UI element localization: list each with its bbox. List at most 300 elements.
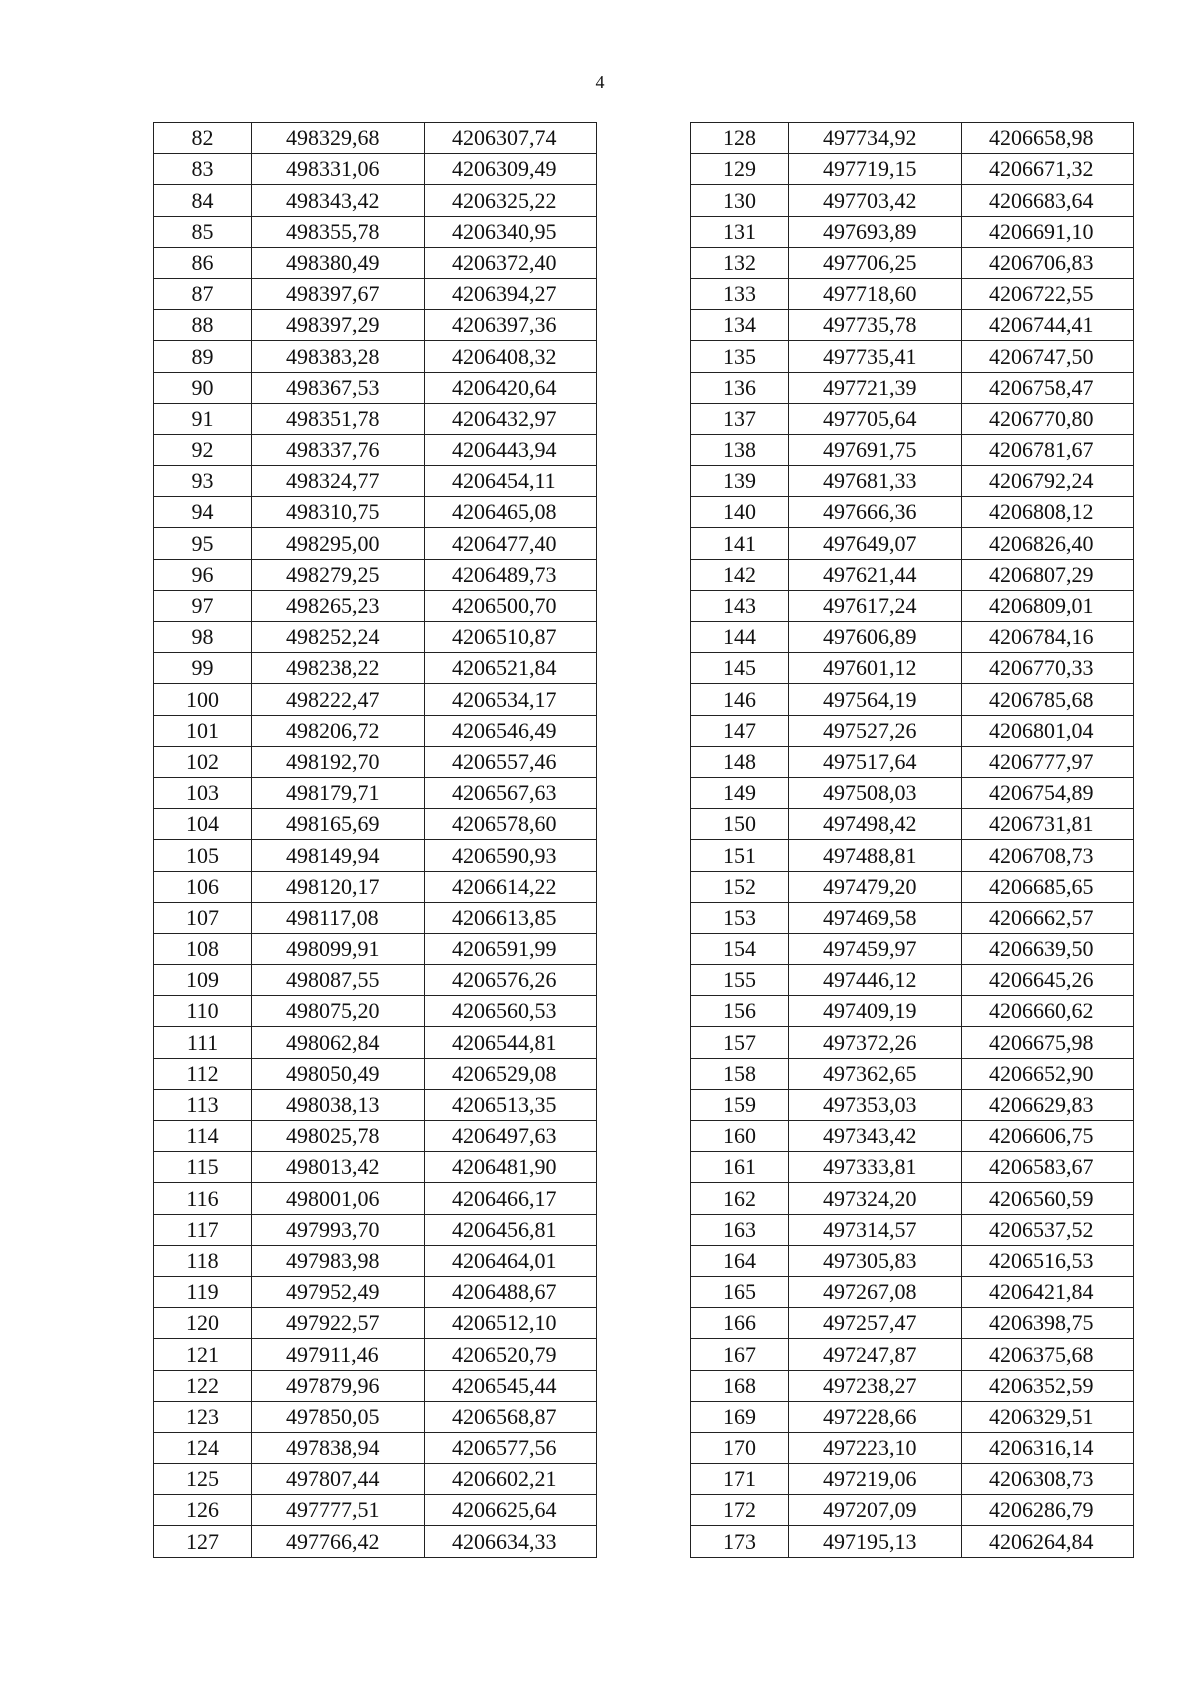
x-coordinate-cell: 497734,92 [789, 123, 962, 154]
point-number-cell: 162 [691, 1183, 789, 1214]
y-coordinate-cell: 4206500,70 [425, 590, 597, 621]
point-number-cell: 128 [691, 123, 789, 154]
x-coordinate-cell: 498295,00 [252, 528, 425, 559]
x-coordinate-cell: 498165,69 [252, 809, 425, 840]
x-coordinate-cell: 498265,23 [252, 590, 425, 621]
y-coordinate-cell: 4206758,47 [962, 372, 1134, 403]
point-number-cell: 118 [154, 1245, 252, 1276]
point-number-cell: 93 [154, 466, 252, 497]
table-row [691, 372, 1134, 403]
x-coordinate-cell: 497718,60 [789, 278, 962, 309]
x-coordinate-cell: 497735,41 [789, 341, 962, 372]
y-coordinate-cell: 4206432,97 [425, 403, 597, 434]
point-number-cell: 101 [154, 715, 252, 746]
x-coordinate-cell: 497721,39 [789, 372, 962, 403]
x-coordinate-cell: 498343,42 [252, 185, 425, 216]
point-number-cell: 100 [154, 684, 252, 715]
x-coordinate-cell: 497314,57 [789, 1214, 962, 1245]
table-row [154, 1401, 597, 1432]
x-coordinate-cell: 497247,87 [789, 1339, 962, 1370]
x-coordinate-cell: 497691,75 [789, 434, 962, 465]
page-number: 4 [595, 72, 605, 92]
table-row [154, 247, 597, 278]
y-coordinate-cell: 4206340,95 [425, 216, 597, 247]
point-number-cell: 111 [154, 1027, 252, 1058]
x-coordinate-cell: 498050,49 [252, 1058, 425, 1089]
x-coordinate-cell: 498383,28 [252, 341, 425, 372]
y-coordinate-cell: 4206420,64 [425, 372, 597, 403]
x-coordinate-cell: 498013,42 [252, 1152, 425, 1183]
point-number-cell: 120 [154, 1308, 252, 1339]
y-coordinate-cell: 4206578,60 [425, 809, 597, 840]
table-row [154, 965, 597, 996]
table-row [154, 746, 597, 777]
y-coordinate-cell: 4206671,32 [962, 154, 1134, 185]
y-coordinate-cell: 4206529,08 [425, 1058, 597, 1089]
table-row [154, 1276, 597, 1307]
point-number-cell: 166 [691, 1308, 789, 1339]
y-coordinate-cell: 4206557,46 [425, 746, 597, 777]
point-number-cell: 137 [691, 403, 789, 434]
x-coordinate-cell: 498038,13 [252, 1089, 425, 1120]
x-coordinate-cell: 497195,13 [789, 1526, 962, 1557]
table-row [154, 1152, 597, 1183]
point-number-cell: 139 [691, 466, 789, 497]
x-coordinate-cell: 497564,19 [789, 684, 962, 715]
y-coordinate-cell: 4206634,33 [425, 1526, 597, 1557]
y-coordinate-cell: 4206521,84 [425, 653, 597, 684]
y-coordinate-cell: 4206466,17 [425, 1183, 597, 1214]
table-row [154, 559, 597, 590]
x-coordinate-cell: 497488,81 [789, 840, 962, 871]
x-coordinate-cell: 497879,96 [252, 1370, 425, 1401]
table-row [691, 809, 1134, 840]
y-coordinate-cell: 4206754,89 [962, 777, 1134, 808]
x-coordinate-cell: 497353,03 [789, 1089, 962, 1120]
table-row [154, 622, 597, 653]
point-number-cell: 134 [691, 310, 789, 341]
point-number-cell: 169 [691, 1401, 789, 1432]
point-number-cell: 113 [154, 1089, 252, 1120]
y-coordinate-cell: 4206309,49 [425, 154, 597, 185]
y-coordinate-cell: 4206546,49 [425, 715, 597, 746]
y-coordinate-cell: 4206675,98 [962, 1027, 1134, 1058]
table-row [691, 933, 1134, 964]
y-coordinate-cell: 4206722,55 [962, 278, 1134, 309]
x-coordinate-cell: 498397,67 [252, 278, 425, 309]
point-number-cell: 88 [154, 310, 252, 341]
table-row [691, 310, 1134, 341]
y-coordinate-cell: 4206708,73 [962, 840, 1134, 871]
x-coordinate-cell: 497693,89 [789, 216, 962, 247]
point-number-cell: 82 [154, 123, 252, 154]
table-row [154, 123, 597, 154]
point-number-cell: 160 [691, 1121, 789, 1152]
y-coordinate-cell: 4206652,90 [962, 1058, 1134, 1089]
table-row [691, 715, 1134, 746]
y-coordinate-cell: 4206770,33 [962, 653, 1134, 684]
table-row [691, 434, 1134, 465]
table-row [154, 278, 597, 309]
table-row [691, 1401, 1134, 1432]
y-coordinate-cell: 4206807,29 [962, 559, 1134, 590]
point-number-cell: 89 [154, 341, 252, 372]
x-coordinate-cell: 497983,98 [252, 1245, 425, 1276]
point-number-cell: 172 [691, 1495, 789, 1526]
x-coordinate-cell: 497681,33 [789, 466, 962, 497]
y-coordinate-cell: 4206784,16 [962, 622, 1134, 653]
x-coordinate-cell: 497617,24 [789, 590, 962, 621]
y-coordinate-cell: 4206560,59 [962, 1183, 1134, 1214]
table-row [154, 684, 597, 715]
x-coordinate-cell: 498099,91 [252, 933, 425, 964]
point-number-cell: 124 [154, 1432, 252, 1463]
table-row [154, 1432, 597, 1463]
point-number-cell: 85 [154, 216, 252, 247]
x-coordinate-cell: 498025,78 [252, 1121, 425, 1152]
y-coordinate-cell: 4206394,27 [425, 278, 597, 309]
table-row [691, 123, 1134, 154]
x-coordinate-cell: 497922,57 [252, 1308, 425, 1339]
table-row [154, 1058, 597, 1089]
x-coordinate-cell: 498149,94 [252, 840, 425, 871]
table-row [154, 1089, 597, 1120]
point-number-cell: 147 [691, 715, 789, 746]
x-coordinate-cell: 498238,22 [252, 653, 425, 684]
x-coordinate-cell: 497517,64 [789, 746, 962, 777]
point-number-cell: 97 [154, 590, 252, 621]
y-coordinate-cell: 4206329,51 [962, 1401, 1134, 1432]
table-row [691, 1432, 1134, 1463]
y-coordinate-cell: 4206826,40 [962, 528, 1134, 559]
table-row [691, 653, 1134, 684]
point-number-cell: 148 [691, 746, 789, 777]
x-coordinate-cell: 497838,94 [252, 1432, 425, 1463]
table-row [691, 1183, 1134, 1214]
y-coordinate-cell: 4206513,35 [425, 1089, 597, 1120]
table-row [691, 341, 1134, 372]
y-coordinate-cell: 4206510,87 [425, 622, 597, 653]
table-row [154, 216, 597, 247]
y-coordinate-cell: 4206443,94 [425, 434, 597, 465]
point-number-cell: 122 [154, 1370, 252, 1401]
point-number-cell: 107 [154, 902, 252, 933]
coordinates-table-right [690, 122, 1134, 1558]
point-number-cell: 91 [154, 403, 252, 434]
point-number-cell: 158 [691, 1058, 789, 1089]
x-coordinate-cell: 497911,46 [252, 1339, 425, 1370]
x-coordinate-cell: 498117,08 [252, 902, 425, 933]
x-coordinate-cell: 498062,84 [252, 1027, 425, 1058]
point-number-cell: 87 [154, 278, 252, 309]
x-coordinate-cell: 497409,19 [789, 996, 962, 1027]
point-number-cell: 157 [691, 1027, 789, 1058]
y-coordinate-cell: 4206808,12 [962, 497, 1134, 528]
y-coordinate-cell: 4206308,73 [962, 1464, 1134, 1495]
table-row [691, 902, 1134, 933]
table-row [691, 1495, 1134, 1526]
table-row [154, 1464, 597, 1495]
point-number-cell: 117 [154, 1214, 252, 1245]
point-number-cell: 136 [691, 372, 789, 403]
y-coordinate-cell: 4206658,98 [962, 123, 1134, 154]
x-coordinate-cell: 498222,47 [252, 684, 425, 715]
point-number-cell: 102 [154, 746, 252, 777]
y-coordinate-cell: 4206286,79 [962, 1495, 1134, 1526]
y-coordinate-cell: 4206456,81 [425, 1214, 597, 1245]
table-row [691, 1245, 1134, 1276]
table-row [691, 247, 1134, 278]
point-number-cell: 106 [154, 871, 252, 902]
point-number-cell: 156 [691, 996, 789, 1027]
table-row [691, 1276, 1134, 1307]
x-coordinate-cell: 498380,49 [252, 247, 425, 278]
x-coordinate-cell: 497343,42 [789, 1121, 962, 1152]
y-coordinate-cell: 4206520,79 [425, 1339, 597, 1370]
x-coordinate-cell: 497719,15 [789, 154, 962, 185]
point-number-cell: 138 [691, 434, 789, 465]
table-row [691, 497, 1134, 528]
point-number-cell: 141 [691, 528, 789, 559]
table-row [154, 777, 597, 808]
x-coordinate-cell: 497527,26 [789, 715, 962, 746]
table-row [691, 1058, 1134, 1089]
table-row [691, 590, 1134, 621]
point-number-cell: 98 [154, 622, 252, 653]
table-row [154, 497, 597, 528]
table-row [154, 1526, 597, 1557]
x-coordinate-cell: 497666,36 [789, 497, 962, 528]
table-row [691, 1214, 1134, 1245]
table-row [691, 154, 1134, 185]
point-number-cell: 94 [154, 497, 252, 528]
y-coordinate-cell: 4206645,26 [962, 965, 1134, 996]
x-coordinate-cell: 497606,89 [789, 622, 962, 653]
x-coordinate-cell: 498252,24 [252, 622, 425, 653]
x-coordinate-cell: 497993,70 [252, 1214, 425, 1245]
point-number-cell: 154 [691, 933, 789, 964]
table-row [154, 1214, 597, 1245]
table-row [691, 216, 1134, 247]
x-coordinate-cell: 497257,47 [789, 1308, 962, 1339]
x-coordinate-cell: 497807,44 [252, 1464, 425, 1495]
y-coordinate-cell: 4206770,80 [962, 403, 1134, 434]
point-number-cell: 133 [691, 278, 789, 309]
y-coordinate-cell: 4206583,67 [962, 1152, 1134, 1183]
table-row [691, 777, 1134, 808]
table-row [154, 341, 597, 372]
point-number-cell: 114 [154, 1121, 252, 1152]
point-number-cell: 170 [691, 1432, 789, 1463]
y-coordinate-cell: 4206568,87 [425, 1401, 597, 1432]
point-number-cell: 126 [154, 1495, 252, 1526]
y-coordinate-cell: 4206372,40 [425, 247, 597, 278]
x-coordinate-cell: 497219,06 [789, 1464, 962, 1495]
x-coordinate-cell: 497228,66 [789, 1401, 962, 1432]
point-number-cell: 125 [154, 1464, 252, 1495]
point-number-cell: 173 [691, 1526, 789, 1557]
x-coordinate-cell: 498001,06 [252, 1183, 425, 1214]
table-row [691, 278, 1134, 309]
x-coordinate-cell: 498179,71 [252, 777, 425, 808]
x-coordinate-cell: 497362,65 [789, 1058, 962, 1089]
point-number-cell: 116 [154, 1183, 252, 1214]
x-coordinate-cell: 498192,70 [252, 746, 425, 777]
point-number-cell: 165 [691, 1276, 789, 1307]
y-coordinate-cell: 4206567,63 [425, 777, 597, 808]
x-coordinate-cell: 497459,97 [789, 933, 962, 964]
y-coordinate-cell: 4206629,83 [962, 1089, 1134, 1120]
point-number-cell: 143 [691, 590, 789, 621]
point-number-cell: 131 [691, 216, 789, 247]
table-row [154, 933, 597, 964]
table-row [154, 1245, 597, 1276]
x-coordinate-cell: 497735,78 [789, 310, 962, 341]
table-row [154, 902, 597, 933]
table-row [691, 1089, 1134, 1120]
table-row [154, 809, 597, 840]
y-coordinate-cell: 4206512,10 [425, 1308, 597, 1339]
y-coordinate-cell: 4206591,99 [425, 933, 597, 964]
x-coordinate-cell: 497777,51 [252, 1495, 425, 1526]
y-coordinate-cell: 4206497,63 [425, 1121, 597, 1152]
point-number-cell: 95 [154, 528, 252, 559]
y-coordinate-cell: 4206516,53 [962, 1245, 1134, 1276]
y-coordinate-cell: 4206744,41 [962, 310, 1134, 341]
table-row [691, 1526, 1134, 1557]
table-row [154, 1027, 597, 1058]
x-coordinate-cell: 497238,27 [789, 1370, 962, 1401]
point-number-cell: 140 [691, 497, 789, 528]
y-coordinate-cell: 4206454,11 [425, 466, 597, 497]
point-number-cell: 135 [691, 341, 789, 372]
y-coordinate-cell: 4206606,75 [962, 1121, 1134, 1152]
point-number-cell: 132 [691, 247, 789, 278]
x-coordinate-cell: 497267,08 [789, 1276, 962, 1307]
x-coordinate-cell: 498367,53 [252, 372, 425, 403]
table-row [691, 1370, 1134, 1401]
y-coordinate-cell: 4206590,93 [425, 840, 597, 871]
point-number-cell: 96 [154, 559, 252, 590]
y-coordinate-cell: 4206537,52 [962, 1214, 1134, 1245]
point-number-cell: 112 [154, 1058, 252, 1089]
y-coordinate-cell: 4206602,21 [425, 1464, 597, 1495]
table-row [691, 965, 1134, 996]
y-coordinate-cell: 4206545,44 [425, 1370, 597, 1401]
table-row [691, 746, 1134, 777]
table-row [154, 1121, 597, 1152]
table-row [691, 1121, 1134, 1152]
table-row [691, 996, 1134, 1027]
table-row [154, 185, 597, 216]
point-number-cell: 161 [691, 1152, 789, 1183]
table-row [154, 403, 597, 434]
y-coordinate-cell: 4206481,90 [425, 1152, 597, 1183]
y-coordinate-cell: 4206421,84 [962, 1276, 1134, 1307]
x-coordinate-cell: 498337,76 [252, 434, 425, 465]
x-coordinate-cell: 497621,44 [789, 559, 962, 590]
point-number-cell: 108 [154, 933, 252, 964]
y-coordinate-cell: 4206408,32 [425, 341, 597, 372]
table-row [691, 185, 1134, 216]
y-coordinate-cell: 4206560,53 [425, 996, 597, 1027]
table-row [154, 1339, 597, 1370]
table-row [154, 590, 597, 621]
table-row [691, 840, 1134, 871]
table-row [154, 466, 597, 497]
table-row [691, 1027, 1134, 1058]
x-coordinate-cell: 498206,72 [252, 715, 425, 746]
y-coordinate-cell: 4206777,97 [962, 746, 1134, 777]
table-row [691, 871, 1134, 902]
x-coordinate-cell: 497766,42 [252, 1526, 425, 1557]
y-coordinate-cell: 4206614,22 [425, 871, 597, 902]
point-number-cell: 92 [154, 434, 252, 465]
table-row [154, 871, 597, 902]
point-number-cell: 150 [691, 809, 789, 840]
point-number-cell: 104 [154, 809, 252, 840]
y-coordinate-cell: 4206683,64 [962, 185, 1134, 216]
x-coordinate-cell: 497207,09 [789, 1495, 962, 1526]
point-number-cell: 115 [154, 1152, 252, 1183]
y-coordinate-cell: 4206398,75 [962, 1308, 1134, 1339]
y-coordinate-cell: 4206613,85 [425, 902, 597, 933]
table-row [691, 1339, 1134, 1370]
point-number-cell: 130 [691, 185, 789, 216]
table-row [691, 528, 1134, 559]
y-coordinate-cell: 4206792,24 [962, 466, 1134, 497]
table-row [154, 653, 597, 684]
point-number-cell: 171 [691, 1464, 789, 1495]
point-number-cell: 155 [691, 965, 789, 996]
table-row [154, 434, 597, 465]
y-coordinate-cell: 4206576,26 [425, 965, 597, 996]
y-coordinate-cell: 4206307,74 [425, 123, 597, 154]
x-coordinate-cell: 497223,10 [789, 1432, 962, 1463]
table-row [691, 559, 1134, 590]
table-row [154, 310, 597, 341]
y-coordinate-cell: 4206352,59 [962, 1370, 1134, 1401]
table-row [154, 715, 597, 746]
y-coordinate-cell: 4206731,81 [962, 809, 1134, 840]
table-row [154, 1370, 597, 1401]
x-coordinate-cell: 497498,42 [789, 809, 962, 840]
y-coordinate-cell: 4206747,50 [962, 341, 1134, 372]
point-number-cell: 144 [691, 622, 789, 653]
y-coordinate-cell: 4206662,57 [962, 902, 1134, 933]
x-coordinate-cell: 497372,26 [789, 1027, 962, 1058]
point-number-cell: 145 [691, 653, 789, 684]
y-coordinate-cell: 4206577,56 [425, 1432, 597, 1463]
y-coordinate-cell: 4206489,73 [425, 559, 597, 590]
point-number-cell: 168 [691, 1370, 789, 1401]
point-number-cell: 153 [691, 902, 789, 933]
x-coordinate-cell: 497649,07 [789, 528, 962, 559]
point-number-cell: 163 [691, 1214, 789, 1245]
table-row [691, 1308, 1134, 1339]
y-coordinate-cell: 4206809,01 [962, 590, 1134, 621]
point-number-cell: 83 [154, 154, 252, 185]
point-number-cell: 164 [691, 1245, 789, 1276]
x-coordinate-cell: 497479,20 [789, 871, 962, 902]
y-coordinate-cell: 4206465,08 [425, 497, 597, 528]
y-coordinate-cell: 4206639,50 [962, 933, 1134, 964]
x-coordinate-cell: 497324,20 [789, 1183, 962, 1214]
table-row [154, 840, 597, 871]
point-number-cell: 90 [154, 372, 252, 403]
coordinates-table-left [153, 122, 597, 1558]
y-coordinate-cell: 4206660,62 [962, 996, 1134, 1027]
